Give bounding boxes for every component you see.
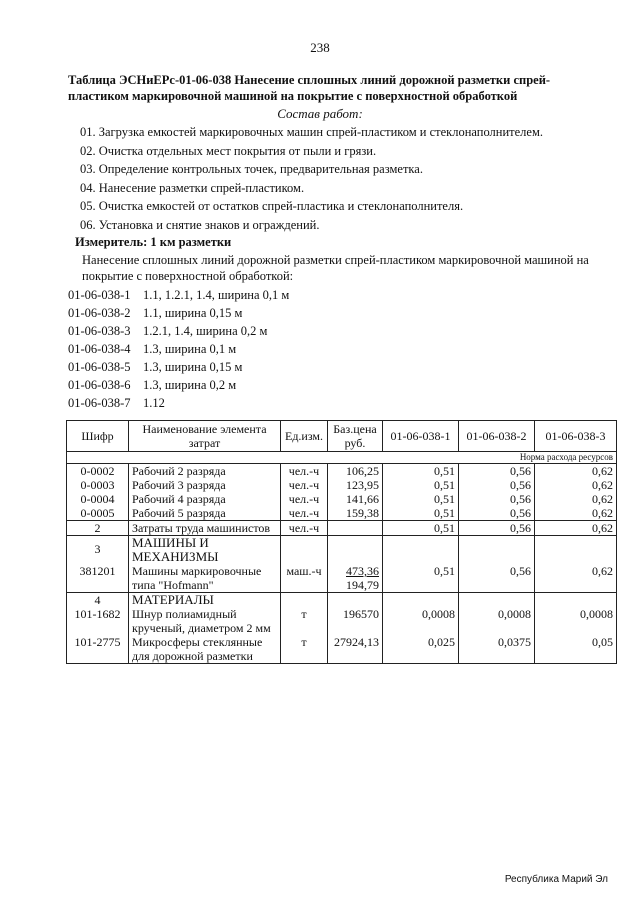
row-code: 0-0004 (67, 492, 129, 506)
work-step: 04. Нанесение разметки спрей-пластиком. (80, 181, 305, 195)
code-id: 01-06-038-6 (68, 378, 131, 392)
header-col-2: 01-06-038-2 (459, 421, 535, 452)
row-price: 106,25 (328, 464, 383, 479)
row-value-2: 0,56 (459, 492, 535, 506)
row-code: 0-0005 (67, 506, 129, 521)
page-number: 238 (310, 40, 330, 55)
row-value-3: 0,62 (535, 464, 617, 479)
row-unit: чел.-ч (281, 492, 328, 506)
table-row (67, 506, 617, 521)
row-code: 0-0003 (67, 478, 129, 492)
row-value-1: 0,0008 (383, 607, 459, 635)
header-unit: Ед.изм. (281, 421, 328, 452)
code-id: 01-06-038-3 (68, 324, 131, 338)
row-code: 0-0002 (67, 464, 129, 479)
row-name: Рабочий 3 разряда (129, 478, 281, 492)
row-code: 381201 (67, 564, 129, 593)
row-value-2: 0,56 (459, 478, 535, 492)
row-unit: чел.-ч (281, 478, 328, 492)
code-line (68, 342, 236, 357)
row-value-1: 0,51 (383, 521, 459, 536)
row-unit: чел.-ч (281, 506, 328, 521)
row-value-2: 0,56 (459, 564, 535, 593)
code-desc: 1.1, 1.2.1, 1.4, ширина 0,1 м (143, 288, 290, 302)
row-price: 141,66 (328, 492, 383, 506)
section-title: МАШИНЫ И МЕХАНИЗМЫ (129, 536, 281, 565)
row-value-2: 0,0008 (459, 607, 535, 635)
norm-label: Норма расхода ресурсов (67, 452, 617, 464)
row-value-1: 0,51 (383, 478, 459, 492)
composition-heading: Состав работ: (277, 106, 363, 121)
header-col-1: 01-06-038-1 (383, 421, 459, 452)
table-row (67, 464, 617, 479)
code-desc: 1.12 (143, 396, 165, 410)
footer-region: Республика Марий Эл (504, 874, 608, 885)
row-price: 196570 (328, 607, 383, 635)
code-desc: 1.3, ширина 0,1 м (143, 342, 237, 356)
measure-unit: Измеритель: 1 км разметки (75, 235, 232, 249)
row-value-1: 0,51 (383, 506, 459, 521)
norm-label-row (67, 452, 617, 464)
code-id: 01-06-038-4 (68, 342, 131, 356)
row-value-3: 0,62 (535, 478, 617, 492)
table-row (67, 492, 617, 506)
work-step: 05. Очистка емкостей от остатков спрей-пластика и стеклонаполнителя. (80, 199, 464, 213)
code-line (68, 306, 242, 321)
row-value-1: 0,51 (383, 464, 459, 479)
table-row (67, 635, 617, 664)
row-value-2: 0,56 (459, 506, 535, 521)
row-value-1: 0,51 (383, 492, 459, 506)
row-name: Рабочий 4 разряда (129, 492, 281, 506)
row-unit: т (281, 635, 328, 664)
code-desc: 1.3, ширина 0,15 м (143, 360, 243, 374)
row-name: Шнур полиамидный крученый, диаметром 2 мм (129, 607, 281, 635)
section-number: 4 (67, 593, 129, 608)
work-step: 03. Определение контрольных точек, предварительная разметка. (80, 162, 423, 176)
row-name: Затраты труда машинистов (129, 521, 281, 536)
row-value-1: 0,51 (383, 564, 459, 593)
row-name: Микросферы стеклянные для дорожной разметки (129, 635, 281, 664)
table-row (67, 564, 617, 593)
row-value-2: 0,0375 (459, 635, 535, 664)
code-line (68, 396, 165, 411)
table-title: Таблица ЭСНиЕРс-01-06-038 Нанесение сплошных линий дорожной разметки спрей-пластиком маркировочной машиной на покрытие с поверхностной обработкой (68, 73, 551, 103)
row-name: Машины маркировочные типа "Hofmann" (129, 564, 281, 593)
code-line (68, 288, 289, 303)
code-desc: 1.1, ширина 0,15 м (143, 306, 243, 320)
code-line (68, 378, 236, 393)
work-step: 06. Установка и снятие знаков и ограждений. (80, 218, 320, 232)
resource-table (66, 420, 617, 664)
work-step: 01. Загрузка емкостей маркировочных машин спрей-пластиком и стеклонаполнителем. (80, 125, 544, 139)
row-price: 159,38 (328, 506, 383, 521)
row-unit: маш.-ч (281, 564, 328, 593)
row-value-3: 0,62 (535, 564, 617, 593)
row-name: Рабочий 5 разряда (129, 506, 281, 521)
table-header-row (67, 421, 617, 452)
row-value-2: 0,56 (459, 521, 535, 536)
row-value-3: 0,62 (535, 506, 617, 521)
section-number: 3 (67, 536, 129, 565)
intro-text: Нанесение сплошных линий дорожной разметки спрей-пластиком маркировочной машиной на покрытие с поверхностной обработкой: (82, 253, 589, 283)
header-price: Баз.цена руб. (328, 421, 383, 452)
row-price (328, 564, 383, 593)
row-price: 27924,13 (328, 635, 383, 664)
row-value-3: 0,05 (535, 635, 617, 664)
code-line (68, 360, 242, 375)
code-desc: 1.3, ширина 0,2 м (143, 378, 237, 392)
work-step: 02. Очистка отдельных мест покрытия от пыли и грязи. (80, 144, 377, 158)
header-col-3: 01-06-038-3 (535, 421, 617, 452)
code-id: 01-06-038-7 (68, 396, 131, 410)
code-line (68, 324, 267, 339)
row-value-1: 0,025 (383, 635, 459, 664)
table-row (67, 607, 617, 635)
section-row (67, 593, 617, 608)
section-title: МАТЕРИАЛЫ (129, 593, 281, 608)
row-value-2: 0,56 (459, 464, 535, 479)
header-name: Наименование элемента затрат (129, 421, 281, 452)
row-price (328, 521, 383, 536)
row-unit: чел.-ч (281, 521, 328, 536)
row-unit: т (281, 607, 328, 635)
code-id: 01-06-038-2 (68, 306, 131, 320)
row-price: 123,95 (328, 478, 383, 492)
row-code: 101-1682 (67, 607, 129, 635)
section-row (67, 536, 617, 565)
row-value-3: 0,62 (535, 521, 617, 536)
code-desc: 1.2.1, 1.4, ширина 0,2 м (143, 324, 268, 338)
row-value-3: 0,0008 (535, 607, 617, 635)
code-id: 01-06-038-1 (68, 288, 131, 302)
code-id: 01-06-038-5 (68, 360, 131, 374)
table-row (67, 521, 617, 536)
header-code: Шифр (67, 421, 129, 452)
row-unit: чел.-ч (281, 464, 328, 479)
row-code: 2 (67, 521, 129, 536)
price-secondary: 194,79 (346, 578, 379, 592)
row-value-3: 0,62 (535, 492, 617, 506)
price-primary: 473,36 (346, 564, 379, 578)
row-name: Рабочий 2 разряда (129, 464, 281, 479)
row-code: 101-2775 (67, 635, 129, 664)
table-row (67, 478, 617, 492)
